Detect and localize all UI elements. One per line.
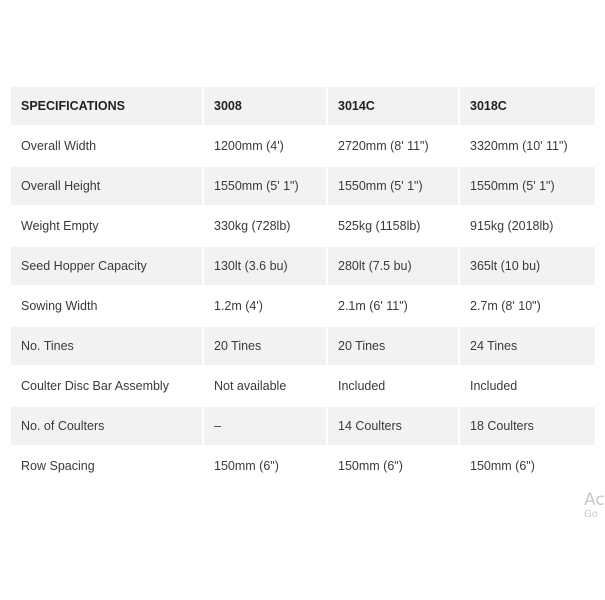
table-cell: 20 Tines xyxy=(204,327,328,367)
table-cell: 915kg (2018lb) xyxy=(460,207,597,247)
watermark-line-1: Ac xyxy=(584,490,605,510)
table-cell: 150mm (6") xyxy=(328,447,460,487)
table-cell: 525kg (1158lb) xyxy=(328,207,460,247)
header-model-3018c: 3018C xyxy=(460,87,597,127)
table-row xyxy=(11,407,597,447)
table-cell: Included xyxy=(460,367,597,407)
table-cell: 1550mm (5' 1") xyxy=(328,167,460,207)
table-cell: Not available xyxy=(204,367,328,407)
spec-label: Row Spacing xyxy=(11,447,204,487)
table-cell: 14 Coulters xyxy=(328,407,460,447)
table-cell: Included xyxy=(328,367,460,407)
table-row xyxy=(11,127,597,167)
header-model-3014c: 3014C xyxy=(328,87,460,127)
table-cell: 1200mm (4') xyxy=(204,127,328,167)
table-cell: 20 Tines xyxy=(328,327,460,367)
spec-label: No. Tines xyxy=(11,327,204,367)
table-row xyxy=(11,207,597,247)
table-cell: 280lt (7.5 bu) xyxy=(328,247,460,287)
spec-label: Weight Empty xyxy=(11,207,204,247)
table-cell: 2.7m (8' 10") xyxy=(460,287,597,327)
table-cell: 150mm (6") xyxy=(204,447,328,487)
activation-watermark xyxy=(584,492,605,520)
table-cell: 1.2m (4') xyxy=(204,287,328,327)
table-cell: 1550mm (5' 1") xyxy=(204,167,328,207)
table-header-row xyxy=(11,87,597,127)
table-row xyxy=(11,447,597,487)
watermark-line-2: Go xyxy=(584,509,598,520)
spec-label: Overall Width xyxy=(11,127,204,167)
table-row xyxy=(11,247,597,287)
table-cell: 2720mm (8' 11") xyxy=(328,127,460,167)
spec-label: Overall Height xyxy=(11,167,204,207)
table-cell: 3320mm (10' 11") xyxy=(460,127,597,167)
table-row xyxy=(11,327,597,367)
table-cell: 18 Coulters xyxy=(460,407,597,447)
table-row xyxy=(11,367,597,407)
spec-label: Sowing Width xyxy=(11,287,204,327)
table-cell: 2.1m (6' 11") xyxy=(328,287,460,327)
header-specifications: SPECIFICATIONS xyxy=(11,87,204,127)
table-cell: 150mm (6") xyxy=(460,447,597,487)
header-model-3008: 3008 xyxy=(204,87,328,127)
table-row xyxy=(11,167,597,207)
spec-label: Coulter Disc Bar Assembly xyxy=(11,367,204,407)
table-cell: – xyxy=(204,407,328,447)
table-cell: 365lt (10 bu) xyxy=(460,247,597,287)
spec-label: No. of Coulters xyxy=(11,407,204,447)
spec-label: Seed Hopper Capacity xyxy=(11,247,204,287)
table-cell: 130lt (3.6 bu) xyxy=(204,247,328,287)
table-cell: 24 Tines xyxy=(460,327,597,367)
table-cell: 330kg (728lb) xyxy=(204,207,328,247)
table-row xyxy=(11,287,597,327)
table-cell: 1550mm (5' 1") xyxy=(460,167,597,207)
specifications-table xyxy=(11,87,597,487)
